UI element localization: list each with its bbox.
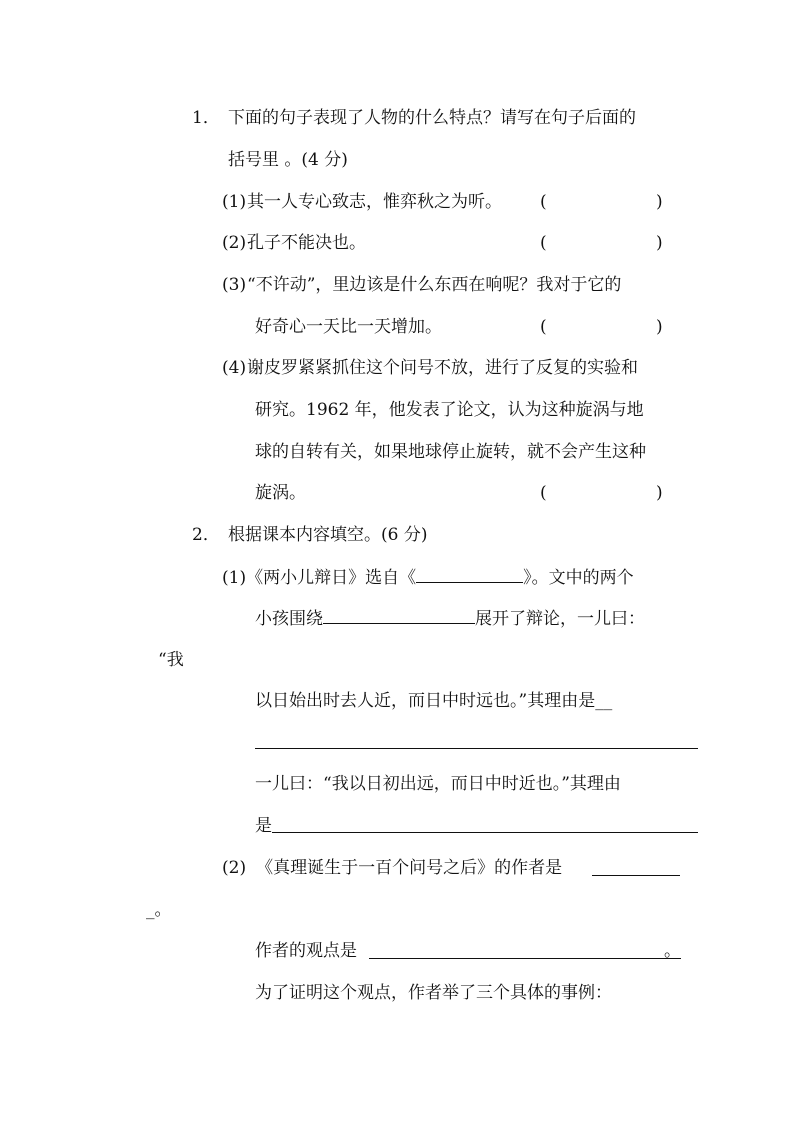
q1-number: 1． <box>192 108 220 128</box>
q2-item2-label: (2) <box>222 858 247 878</box>
q1-item4-paren-open: ( <box>540 483 547 503</box>
q1-item2-paren-close: ) <box>656 233 663 253</box>
q1-item2-text: 孔子不能决也。 <box>247 233 366 253</box>
q1-item4-paren-close: ) <box>656 483 663 503</box>
q2-item1-line1 <box>222 566 634 588</box>
q2-item1-label: (1) <box>222 568 247 588</box>
q1-item3-text-line1: “不许动”，里边该是什么东西在响呢？我对于它的 <box>247 275 622 295</box>
q2-item1-line3: “我 <box>158 650 184 670</box>
q1-prompt-line2: 括号里 。(4 分) <box>228 150 348 170</box>
q2-item2-line3: 作者的观点是 <box>255 941 357 961</box>
q1-item1-paren-close: ) <box>656 192 663 212</box>
q2-item1-text-b: 》。文中的两个 <box>523 568 634 588</box>
q1-item3-paren-close: ) <box>656 317 663 337</box>
q2-item2-line4: 为了证明这个观点，作者举了三个具体的事例： <box>255 983 612 1003</box>
viewpoint-blank[interactable] <box>369 958 681 959</box>
q1-item4-text-line1: 谢皮罗紧紧抓住这个问号不放，进行了反复的实验和 <box>247 358 638 378</box>
q2-item1-line6-text: 是 <box>255 816 272 836</box>
q1-item3-label: (3) <box>222 275 247 295</box>
q2-item1-line2 <box>255 607 645 629</box>
reason-1-answer-line[interactable] <box>255 748 698 749</box>
q1-item4-text-line4: 旋涡。 <box>255 483 306 503</box>
q2-item1-line2-a: 小孩围绕 <box>255 609 323 629</box>
q1-item4-label: (4) <box>222 358 247 378</box>
q2-item1-line6 <box>255 815 272 837</box>
q1-item1-text: 其一人专心致志，惟弈秋之为听。 <box>247 192 502 212</box>
q1-item4-text-line3: 球的自转有关，如果地球停止旋转，就不会产生这种 <box>255 442 646 462</box>
q2-item2-text: 《真理诞生于一百个问号之后》的作者是 <box>256 858 563 878</box>
q1-prompt-line1: 下面的句子表现了人物的什么特点？请写在句子后面的 <box>228 108 636 128</box>
q2-item1-line4: 以日始出时去人近，而日中时远也。”其理由是__ <box>255 691 613 711</box>
q1-item2-label: (2) <box>222 233 247 253</box>
reason-2-answer-line[interactable] <box>272 832 698 833</box>
q1-item3-paren-open: ( <box>540 317 547 337</box>
q2-item2-line2: _。 <box>146 900 172 920</box>
author-blank[interactable] <box>592 875 680 876</box>
q1-item3-text-line2: 好奇心一天比一天增加。 <box>255 317 442 337</box>
q1-item1-label: (1) <box>222 192 247 212</box>
q1-item4-text-line2: 研究。1962 年，他发表了论文，认为这种旋涡与地 <box>255 400 644 420</box>
q2-item1-line5: 一儿曰：“我以日初出远，而日中时近也。”其理由 <box>255 774 621 794</box>
q2-item2-line3-end: 。 <box>664 941 681 961</box>
q2-item1-line2-b: 展开了辩论，一儿曰： <box>475 609 645 629</box>
q1-item2-paren-open: ( <box>540 233 547 253</box>
q2-item1-text-a: 《两小儿辩日》选自《 <box>246 568 417 588</box>
q2-number: 2． <box>192 525 220 545</box>
debate-topic-blank[interactable] <box>323 607 475 624</box>
source-book-blank[interactable] <box>416 566 523 583</box>
q1-item1-paren-open: ( <box>540 192 547 212</box>
q2-prompt: 根据课本内容填空。(6 分) <box>228 525 428 545</box>
q2-item2-line1 <box>222 857 562 879</box>
